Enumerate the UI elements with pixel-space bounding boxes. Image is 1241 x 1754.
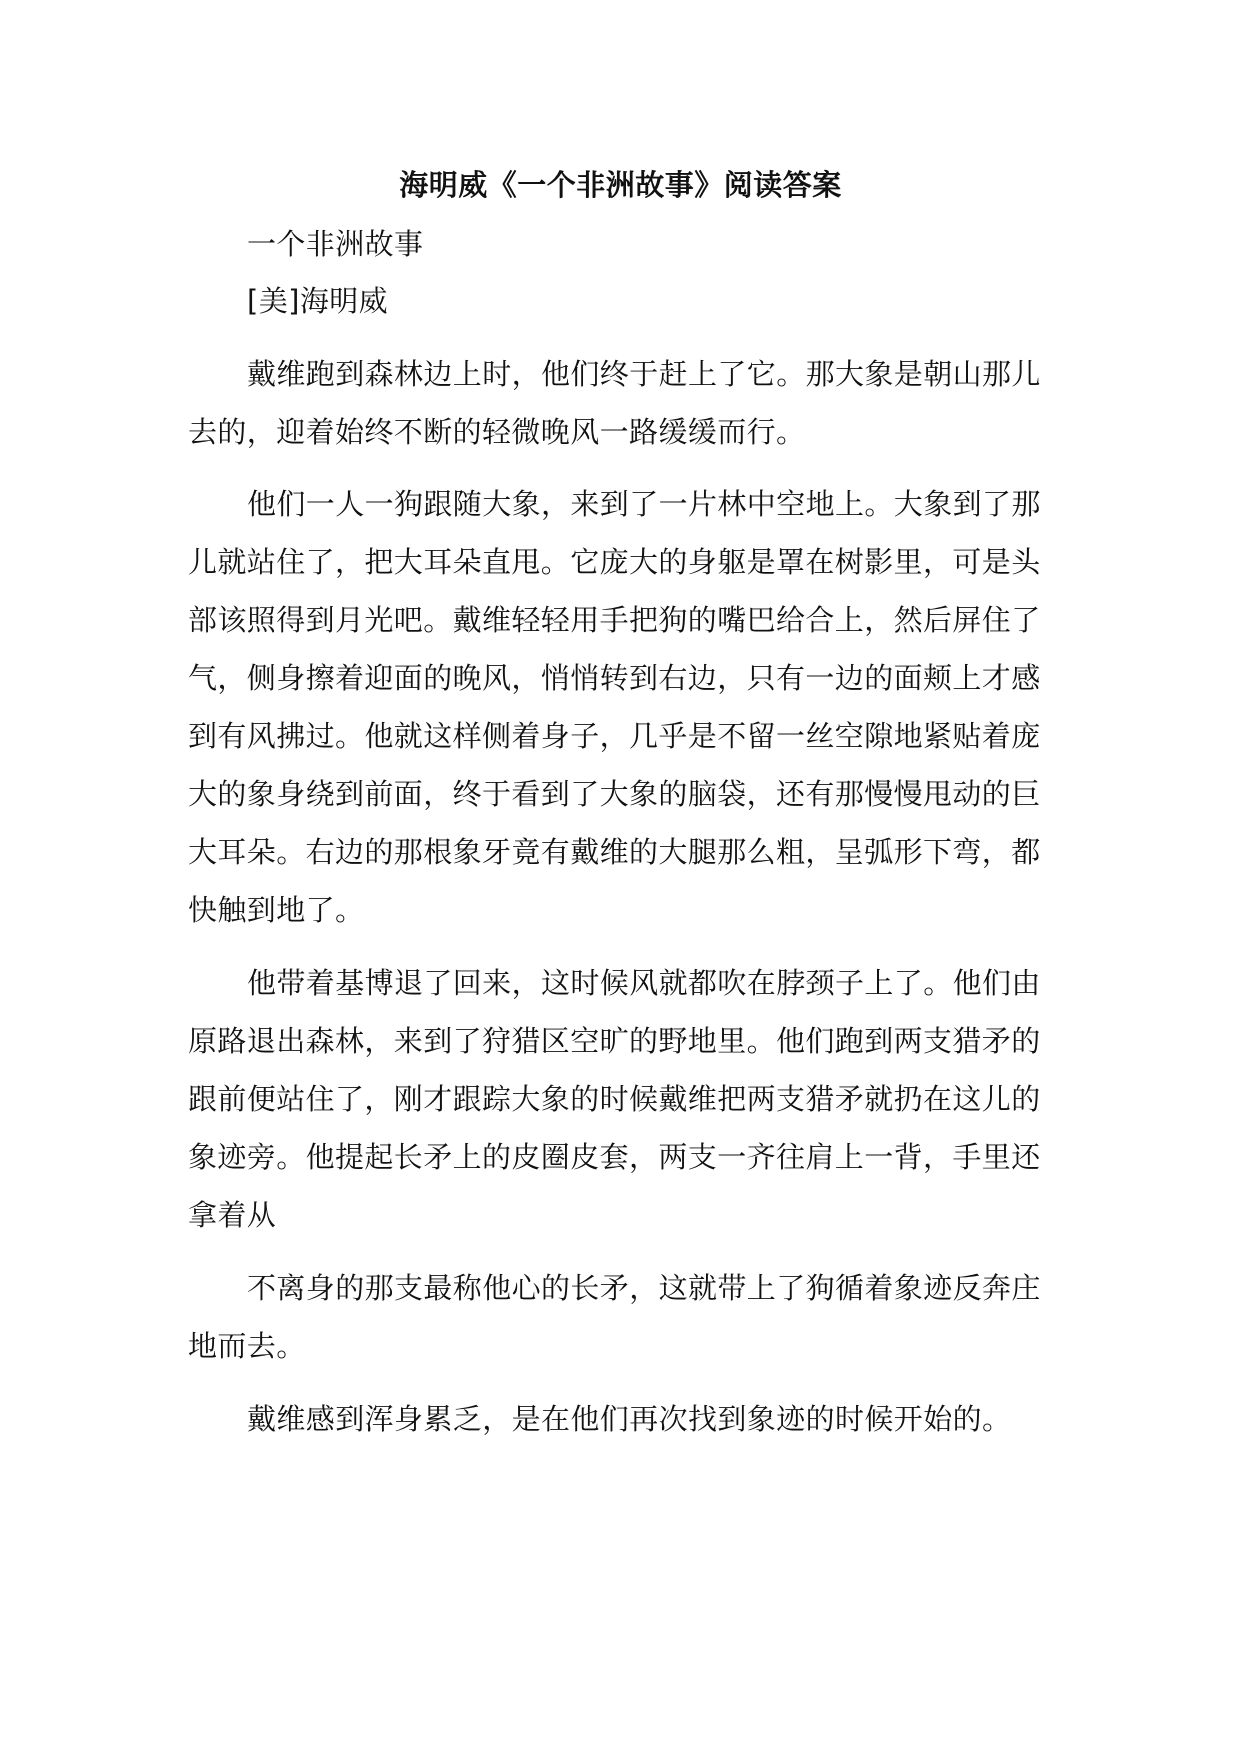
- story-title: 一个非洲故事: [247, 227, 424, 261]
- paragraph-1-line-2: 去的，迎着始终不断的轻微晚风一路缓缓而行。: [188, 415, 806, 449]
- paragraph-2-line-6: 大的象身绕到前面，终于看到了大象的脑袋，还有那慢慢甩动的巨: [188, 777, 1041, 811]
- paragraph-5-line-1: 戴维感到浑身累乏，是在他们再次找到象迹的时候开始的。: [247, 1402, 1012, 1436]
- paragraph-3-line-3: 跟前便站住了，刚才跟踪大象的时候戴维把两支猎矛就扔在这儿的: [188, 1082, 1041, 1116]
- paragraph-4-line-1: 不离身的那支最称他心的长矛，这就带上了狗循着象迹反奔庄: [247, 1271, 1041, 1305]
- document-title: 海明威《一个非洲故事》阅读答案: [399, 168, 842, 202]
- paragraph-2-line-5: 到有风拂过。他就这样侧着身子，几乎是不留一丝空隙地紧贴着庞: [188, 719, 1041, 753]
- paragraph-3-line-1: 他带着基博退了回来，这时候风就都吹在脖颈子上了。他们由: [247, 966, 1041, 1000]
- paragraph-2-line-8: 快触到地了。: [188, 893, 365, 927]
- paragraph-2-line-4: 气，侧身擦着迎面的晚风，悄悄转到右边，只有一边的面颊上才感: [188, 661, 1041, 695]
- paragraph-4-line-2: 地而去。: [188, 1329, 306, 1363]
- paragraph-1-line-1: 戴维跑到森林边上时，他们终于赶上了它。那大象是朝山那儿: [247, 357, 1041, 391]
- paragraph-3-line-4: 象迹旁。他提起长矛上的皮圈皮套，两支一齐往肩上一背，手里还: [188, 1140, 1041, 1174]
- author-line: [美]海明威: [247, 284, 389, 318]
- paragraph-3-line-2: 原路退出森林，来到了狩猎区空旷的野地里。他们跑到两支猎矛的: [188, 1024, 1041, 1058]
- paragraph-2-line-3: 部该照得到月光吧。戴维轻轻用手把狗的嘴巴给合上，然后屏住了: [188, 603, 1041, 637]
- paragraph-2-line-1: 他们一人一狗跟随大象，来到了一片林中空地上。大象到了那: [247, 487, 1041, 521]
- paragraph-2-line-2: 儿就站住了，把大耳朵直甩。它庞大的身躯是罩在树影里，可是头: [188, 545, 1041, 579]
- paragraph-3-line-5: 拿着从: [188, 1198, 277, 1232]
- paragraph-2-line-7: 大耳朵。右边的那根象牙竟有戴维的大腿那么粗，呈弧形下弯，都: [188, 835, 1041, 869]
